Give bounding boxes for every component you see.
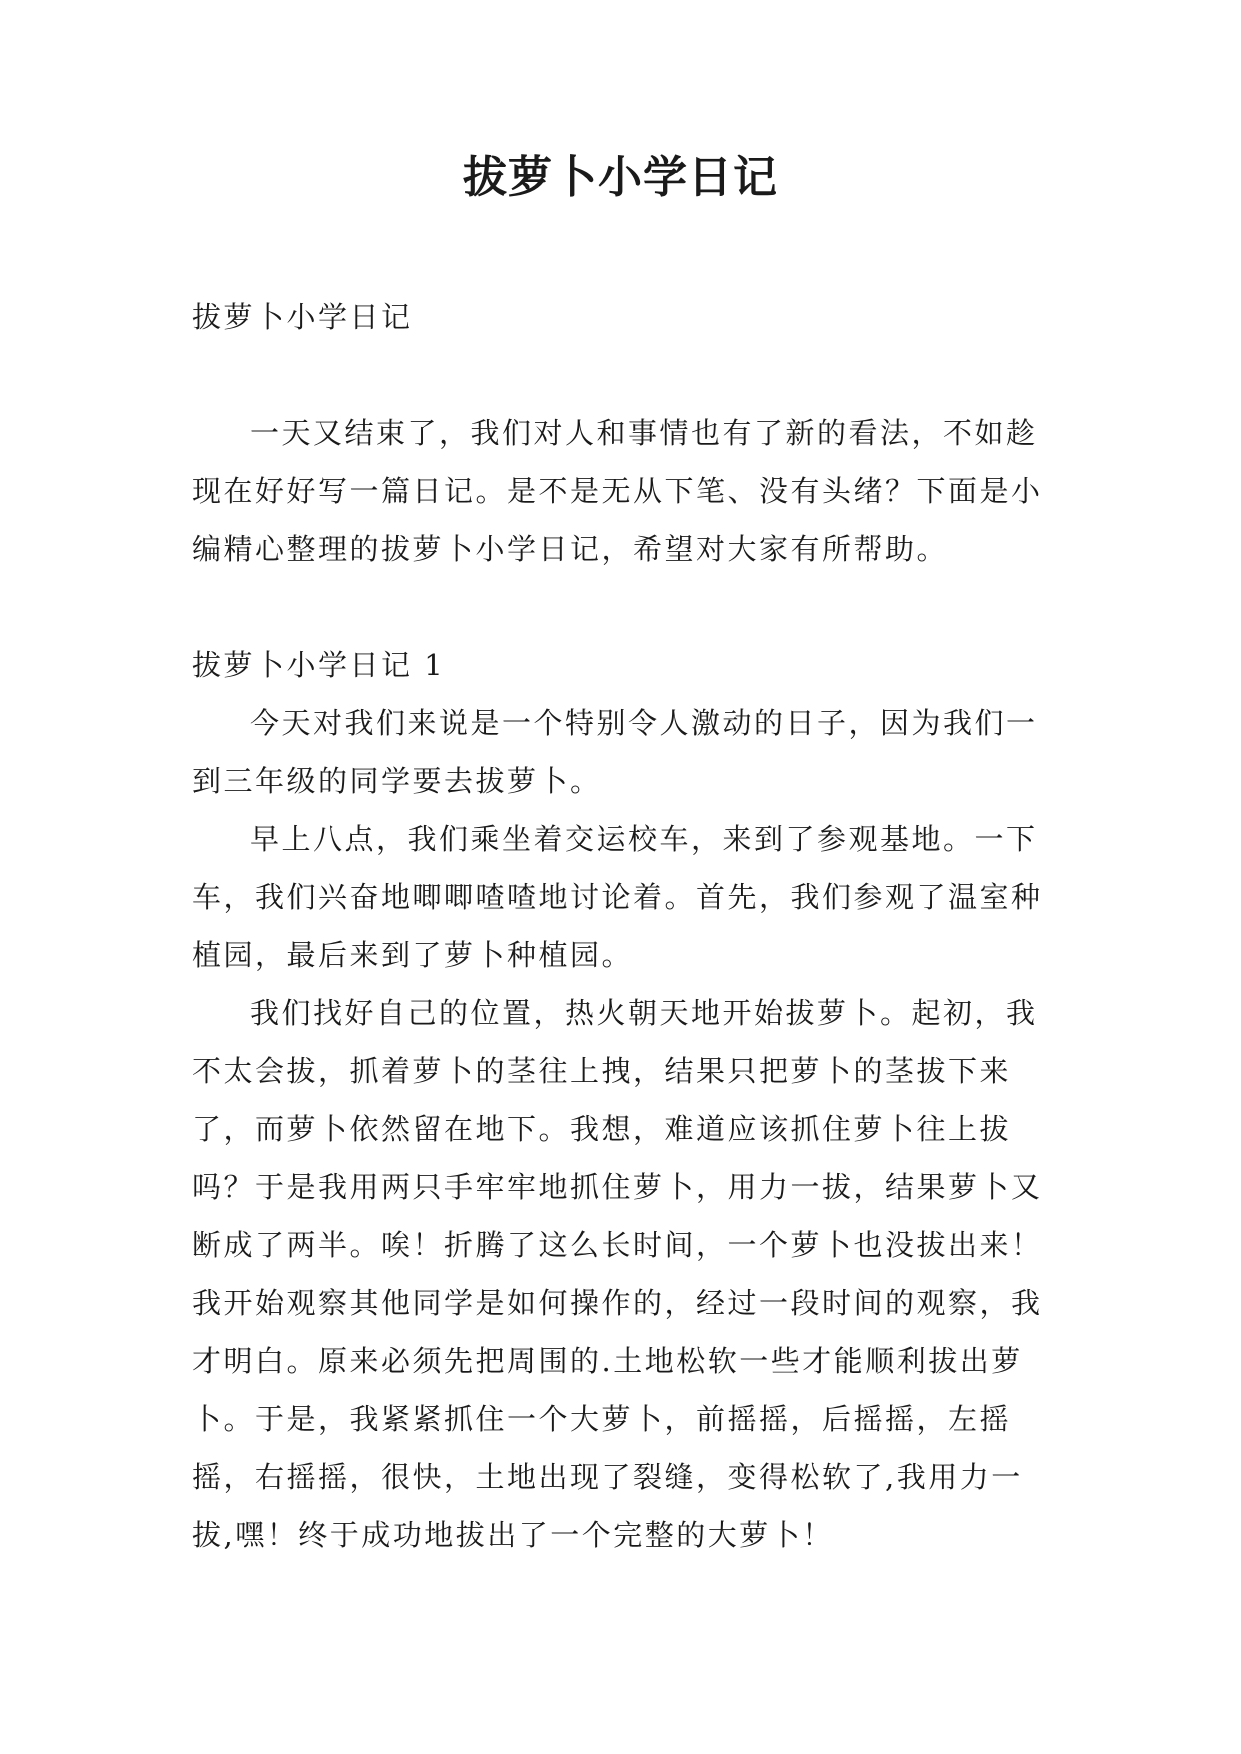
- intro-paragraph: 一天又结束了，我们对人和事情也有了新的看法，不如趁现在好好写一篇日记。是不是无从下笔、没有头绪？下面是小编精心整理的拔萝卜小学日记，希望对大家有所帮助。: [192, 416, 1043, 566]
- section-heading: 拔萝卜小学日记 1: [192, 648, 446, 682]
- body-paragraph-3: 我们找好自己的位置，热火朝天地开始拔萝卜。起初，我不太会拔，抓着萝卜的茎往上拽，结果只把萝卜的茎拔下来了，而萝卜依然留在地下。我想，难道应该抓住萝卜往上拔吗？于是我用两只手牢牢地抓住萝卜，用力一拔，结果萝卜又断成了两半。唉！折腾了这么长时间，一个萝卜也没拔出来！我开始观察其他同学是如何操作的，经过一段时间的观察，我才明白。原来必须先把周围的.土地松软一些才能顺利拔出萝卜。于是，我紧紧抓住一个大萝卜，前摇摇，后摇摇，左摇摇，右摇摇，很快，土地出现了裂缝，变得松软了,我用力一拔,嘿！终于成功地拔出了一个完整的大萝卜！: [192, 996, 1043, 1552]
- document-title: 拔萝卜小学日记: [463, 152, 778, 203]
- document-body: [192, 288, 1052, 1564]
- document-subtitle: 拔萝卜小学日记: [192, 300, 413, 334]
- body-paragraph-1: 今天对我们来说是一个特别令人激动的日子，因为我们一到三年级的同学要去拔萝卜。: [192, 706, 1038, 798]
- body-paragraph-2: 早上八点，我们乘坐着交运校车，来到了参观基地。一下车，我们兴奋地唧唧喳喳地讨论着。首先，我们参观了温室种植园，最后来到了萝卜种植园。: [192, 822, 1043, 972]
